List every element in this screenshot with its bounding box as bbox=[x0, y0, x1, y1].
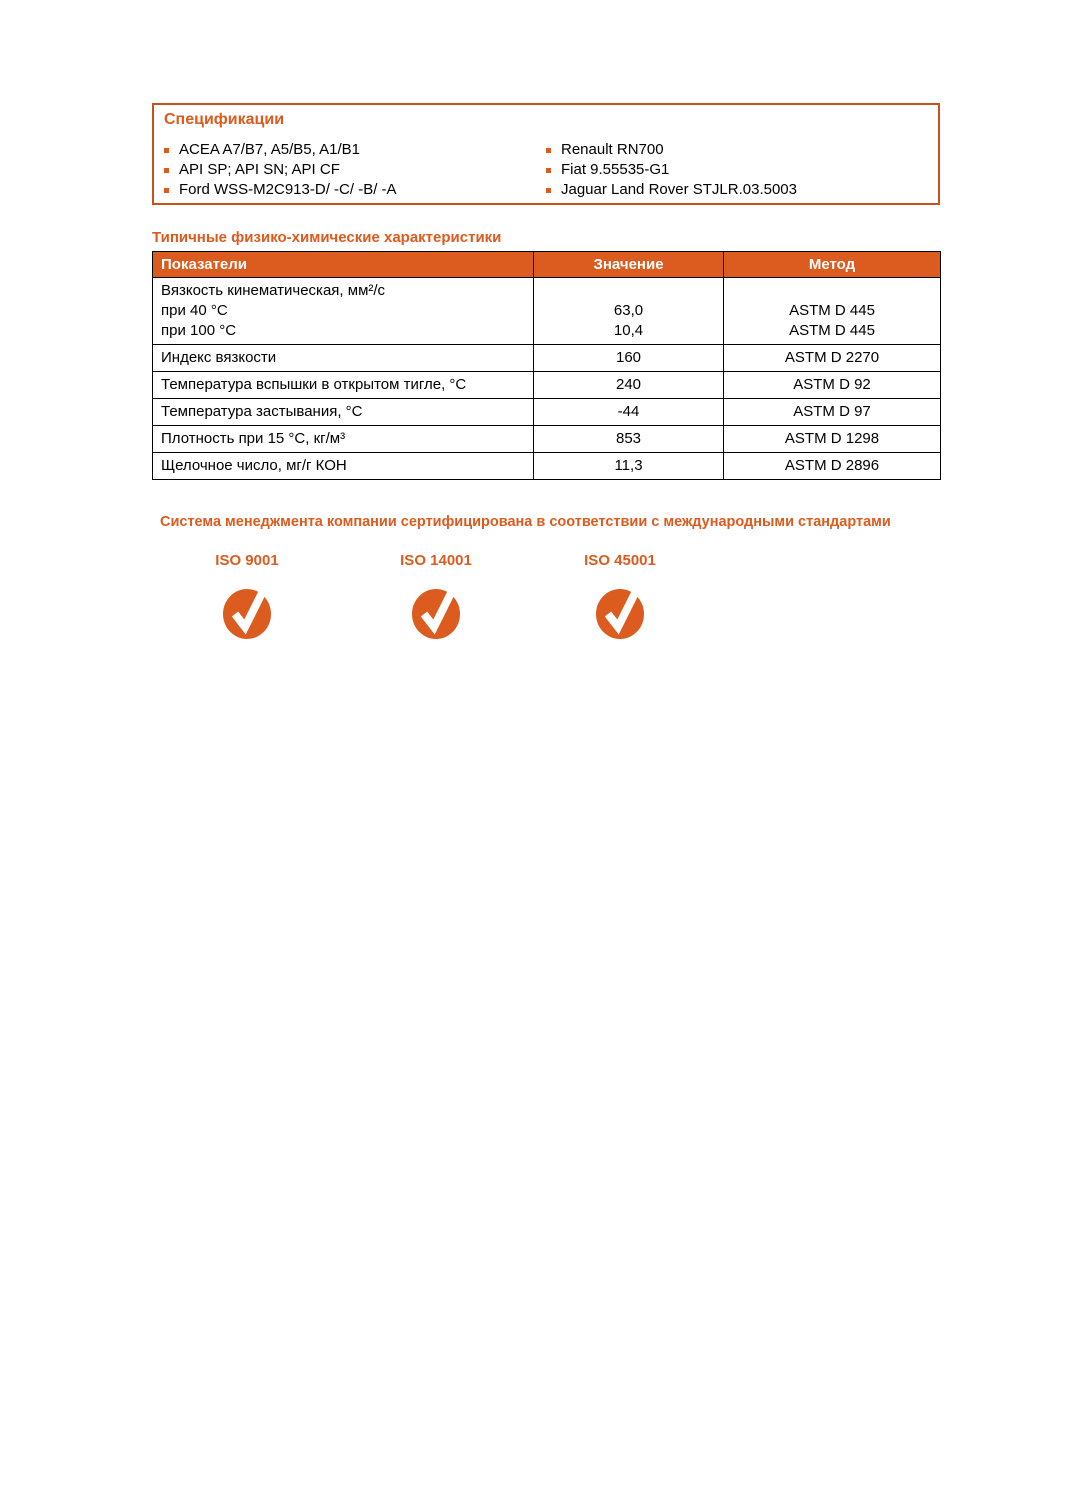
value-cell bbox=[534, 278, 724, 345]
indicator-cell bbox=[153, 278, 534, 345]
method-cell: ASTM D 1298 bbox=[724, 426, 941, 453]
indicator-line: Вязкость кинематическая, мм²/с bbox=[161, 282, 386, 299]
spec-item bbox=[164, 140, 546, 160]
iso-standard-14001 bbox=[381, 552, 491, 645]
column-header-indicators: Показатели bbox=[153, 252, 534, 278]
specifications-lists bbox=[164, 140, 928, 200]
characteristics-title: Типичные физико-химические характеристики bbox=[152, 229, 502, 246]
table-row bbox=[153, 426, 941, 453]
indicator-line: при 40 °С bbox=[161, 302, 228, 319]
table-row-viscosity bbox=[153, 278, 941, 345]
indicator-cell: Щелочное число, мг/г КОН bbox=[153, 453, 534, 480]
spec-item bbox=[546, 180, 797, 200]
spec-item-text: ACEA A7/B7, A5/B5, A1/B1 bbox=[179, 141, 360, 158]
method-cell: ASTM D 97 bbox=[724, 399, 941, 426]
value-line: 63,0 bbox=[613, 302, 644, 319]
value-cell: 240 bbox=[534, 372, 724, 399]
value-cell: -44 bbox=[534, 399, 724, 426]
bullet-icon bbox=[164, 188, 169, 193]
indicator-cell: Температура застывания, °С bbox=[153, 399, 534, 426]
table-row bbox=[153, 372, 941, 399]
method-cell: ASTM D 2270 bbox=[724, 345, 941, 372]
method-cell bbox=[724, 278, 941, 345]
spec-item-text: Jaguar Land Rover STJLR.03.5003 bbox=[561, 181, 797, 198]
spec-item-text: Renault RN700 bbox=[561, 141, 664, 158]
characteristics-table bbox=[152, 251, 941, 480]
specifications-list-right bbox=[546, 140, 797, 200]
table-header-row bbox=[153, 252, 941, 278]
table-row bbox=[153, 399, 941, 426]
indicator-cell: Индекс вязкости bbox=[153, 345, 534, 372]
empty-line bbox=[542, 281, 715, 301]
certification-statement: Система менеджмента компании сертифицирована в соответствии с международными стандартами bbox=[160, 514, 891, 530]
spec-item-text: Ford WSS-M2C913-D/ -C/ -B/ -A bbox=[179, 181, 397, 198]
check-circle-icon bbox=[411, 584, 461, 640]
indicator-cell: Температура вспышки в открытом тигле, °С bbox=[153, 372, 534, 399]
iso-standard-label: ISO 9001 bbox=[215, 552, 279, 569]
bullet-icon bbox=[546, 168, 551, 173]
bullet-icon bbox=[164, 148, 169, 153]
column-header-value: Значение bbox=[534, 252, 724, 278]
method-cell: ASTM D 92 bbox=[724, 372, 941, 399]
indicator-cell: Плотность при 15 °С, кг/м³ bbox=[153, 426, 534, 453]
column-header-method: Метод bbox=[724, 252, 941, 278]
value-cell: 160 bbox=[534, 345, 724, 372]
check-circle-icon bbox=[595, 584, 645, 640]
method-line: ASTM D 445 bbox=[789, 322, 875, 339]
value-cell: 11,3 bbox=[534, 453, 724, 480]
spec-item-text: Fiat 9.55535-G1 bbox=[561, 161, 670, 178]
empty-line bbox=[732, 281, 932, 301]
spec-item bbox=[546, 160, 797, 180]
spec-item bbox=[546, 140, 797, 160]
iso-standard-label: ISO 45001 bbox=[584, 552, 656, 569]
method-cell: ASTM D 2896 bbox=[724, 453, 941, 480]
check-circle-icon bbox=[222, 584, 272, 640]
bullet-icon bbox=[164, 168, 169, 173]
bullet-icon bbox=[546, 148, 551, 153]
specifications-title: Спецификации bbox=[164, 111, 285, 128]
iso-standard-45001 bbox=[565, 552, 675, 645]
iso-standard-9001 bbox=[192, 552, 302, 645]
value-line: 10,4 bbox=[613, 322, 644, 339]
iso-standard-label: ISO 14001 bbox=[400, 552, 472, 569]
table-row bbox=[153, 345, 941, 372]
spec-item bbox=[164, 160, 546, 180]
spec-item bbox=[164, 180, 546, 200]
spec-item-text: API SP; API SN; API CF bbox=[179, 161, 340, 178]
table-row bbox=[153, 453, 941, 480]
bullet-icon bbox=[546, 188, 551, 193]
specifications-list-left bbox=[164, 140, 546, 200]
value-cell: 853 bbox=[534, 426, 724, 453]
specifications-panel bbox=[152, 103, 940, 205]
indicator-line: при 100 °С bbox=[161, 322, 237, 339]
method-line: ASTM D 445 bbox=[789, 302, 875, 319]
